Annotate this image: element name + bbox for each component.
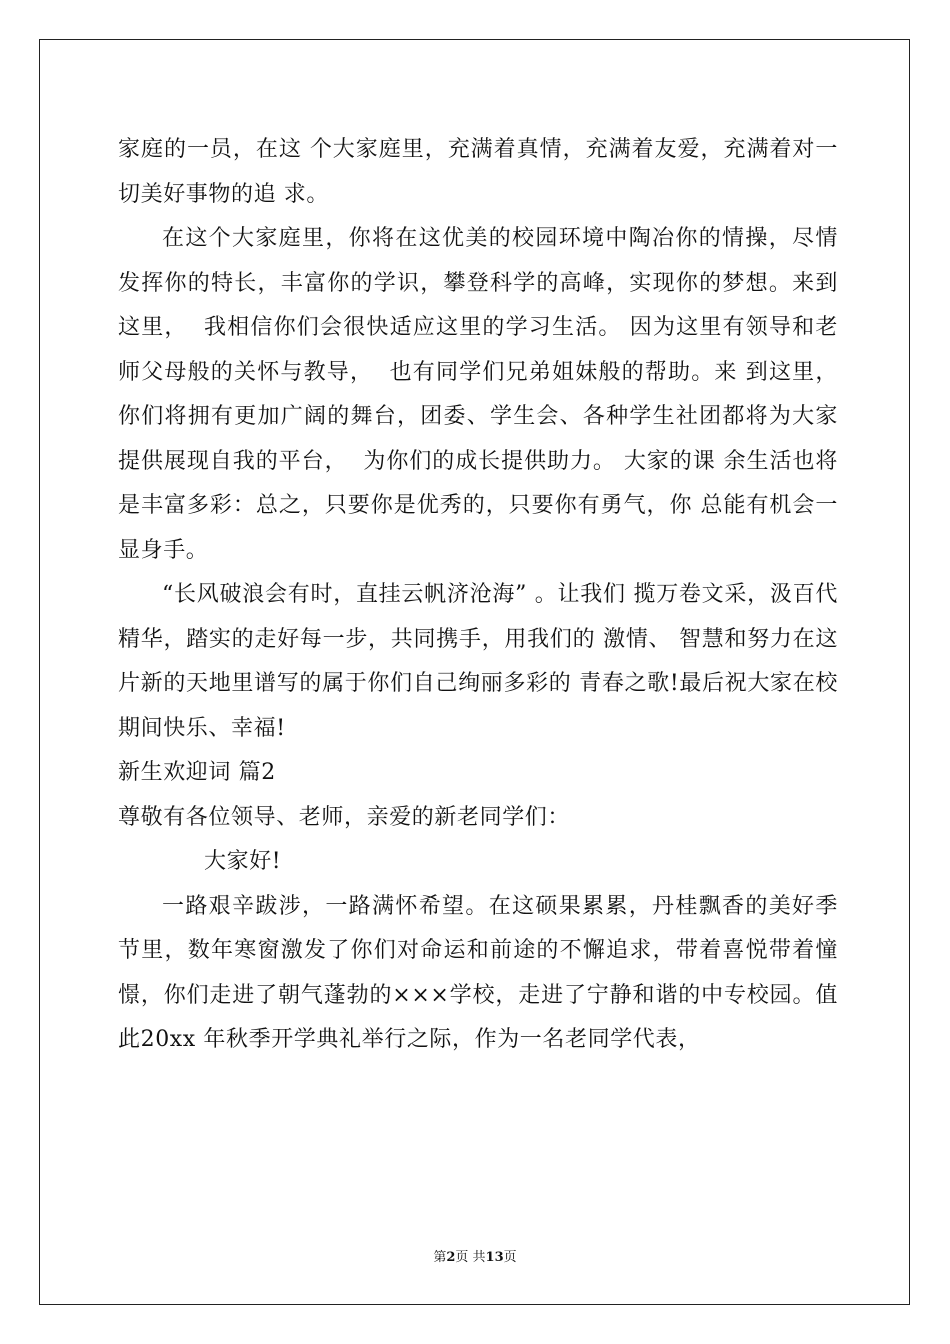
footer-suffix: 页 [503, 1250, 517, 1265]
salutation: 尊敬有各位领导、老师，亲爱的新老同学们： [118, 804, 571, 830]
paragraph-3: “长风破浪会有时，直挂云帆济沧海” 。让我们 揽万卷文采，汲百代精华，踏实的走好每一步，共同携手，用我们的 激情、 智慧和努力在这片新的天地里谱写的属于你们自己绚丽多彩的 青春之歌!最后祝大家在校期间快乐、幸福! [118, 582, 838, 741]
paragraph-2: 在这个大家庭里，你将在这优美的校园环境中陶冶你的情操，尽情发挥你的特长，丰富你的学识，攀登科学的高峰，实现你的梦想。来到这里， 我相信你们会很快适应这里的学习生活。 因为这里有领导和老师父母般的关怀与教导， 也有同学们兄弟姐妹般的帮助。来 到这里，你们将拥有更加广阔的舞台，团委、学生会、各种学生社团都将为大家提供展现自我的平台， 为你们的成长提供助力。 大家的课 余生活也将是丰富多彩：总之，只要你是优秀的，只要你有勇气，你 总能有机会一显身手。 [118, 226, 838, 563]
page-footer [0, 1246, 950, 1265]
footer-page-number: 2 [446, 1250, 456, 1265]
footer-prefix: 第 [433, 1250, 447, 1265]
footer-total-pages: 13 [485, 1250, 504, 1265]
paragraph-4: 一路艰辛跋涉，一路满怀希望。在这硕果累累，丹桂飘香的美好季节里，数年寒窗激发了你们对命运和前途的不懈追求，带着喜悦带着憧憬，你们走进了朝气蓬勃的×××学校，走进了宁静和谐的中专校园。值此20xx 年秋季开学典礼举行之际，作为一名老同学代表， [118, 893, 838, 1052]
section-title: 新生欢迎词 篇2 [118, 760, 276, 785]
greeting: 大家好! [204, 849, 282, 874]
document-body [118, 128, 838, 1063]
paragraph-1: 家庭的一员，在这 个大家庭里，充满着真情，充满着友爱，充满着对一切美好事物的追 求。 [118, 137, 838, 207]
footer-mid: 页 共 [455, 1250, 486, 1265]
